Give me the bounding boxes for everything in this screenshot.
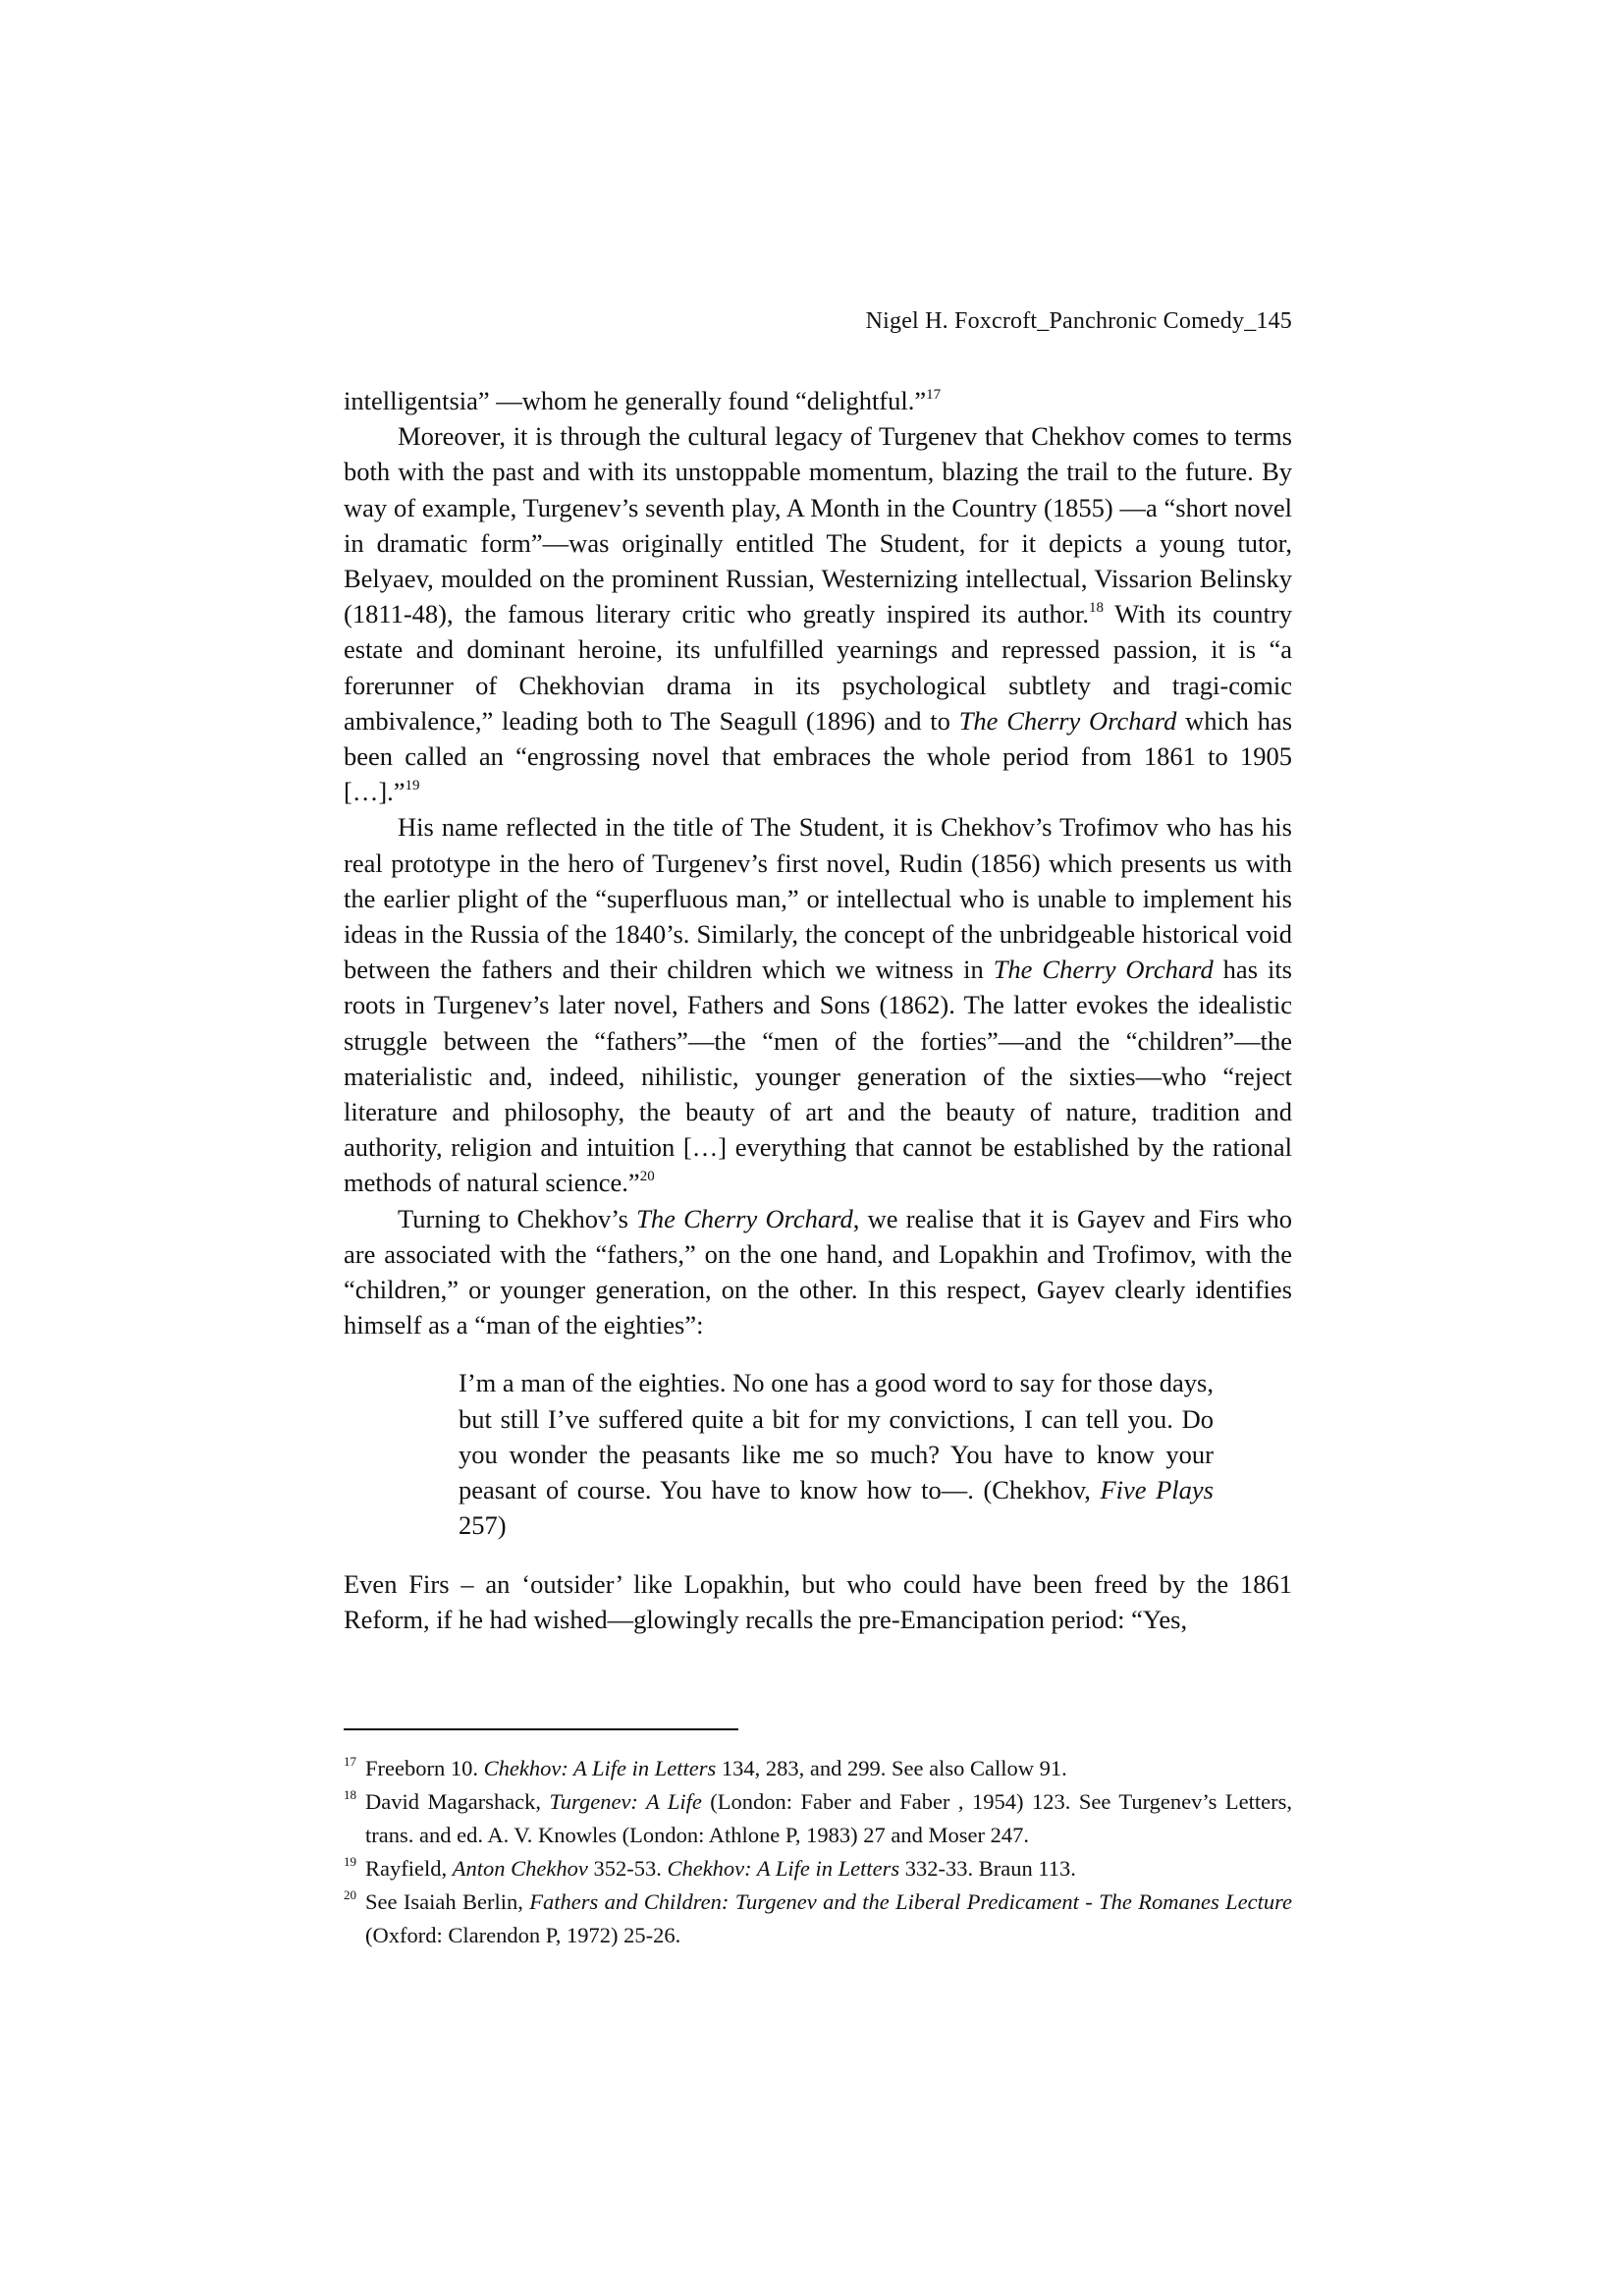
- footnote-ref-20[interactable]: 20: [639, 1169, 655, 1185]
- italic-title: The Cherry Orchard: [993, 955, 1214, 985]
- running-header: Nigel H. Foxcroft_Panchronic Comedy_145: [865, 308, 1292, 334]
- text-run: Moreover, it is through the cultural legacy of Turgenev that Chekhov comes to terms both with the past and with its unstoppable momentum, blazing the trail to the future. By way of example, Turgenev’s seventh play, A Month in the Country (1855) —a “short novel in dramatic form”—was originally entitled The Student, for it depicts a young tutor, Belyaev, moulded on the prominent Russian, Westernizing intellectual, Vissarion Belinsky (1811-48), the famous literary critic who greatly inspired its author.: [344, 421, 1292, 629]
- text-run: 257): [459, 1510, 507, 1541]
- italic-title: Five Plays: [1100, 1475, 1214, 1505]
- text-run: (London: Faber and Faber , 1954) 123. See Turgenev’s Letters, trans. and ed. A. V. Knowles (London: Athlone P, 1983) 27 and Moser 247.: [365, 1789, 1292, 1847]
- italic-title: Chekhov: A Life in Letters: [667, 1856, 900, 1881]
- text-run: David Magarshack,: [365, 1789, 550, 1814]
- paragraph-1: [344, 383, 1292, 418]
- paragraph-2: [344, 418, 1292, 809]
- italic-title: The Cherry Orchard: [958, 705, 1177, 736]
- footnote-number: 19: [344, 1854, 356, 1869]
- text-run: With its country estate and dominant heroine, its unfulfilled yearnings and repressed passion, it is “a forerunner of Chekhovian drama in its psychological subtlety and tragi-comic ambivalence,” leading both to The Seagull (1896) and to: [344, 599, 1292, 736]
- main-text: [344, 383, 1292, 1637]
- text-run: Rayfield,: [365, 1856, 453, 1881]
- text-run: which has been called an “engrossing novel that embraces the whole period from 1861 to 1905 […].”: [344, 705, 1293, 807]
- italic-title: Anton Chekhov: [452, 1856, 588, 1881]
- footnote-18: [344, 1785, 1292, 1852]
- text-run: intelligentsia” —whom he generally found “delightful.”: [344, 386, 927, 415]
- footnote-20: [344, 1886, 1292, 1952]
- text-run: Turning to Chekhov’s: [398, 1203, 637, 1233]
- block-quote: [459, 1365, 1214, 1543]
- text-run: (Oxford: Clarendon P, 1972) 25-26.: [365, 1923, 681, 1947]
- footnotes: [344, 1752, 1292, 1952]
- text-run: 352-53.: [587, 1856, 668, 1881]
- footnote-separator: [344, 1728, 738, 1730]
- text-run: 134, 283, and 299. See also Callow 91.: [716, 1756, 1067, 1780]
- italic-title: The Cherry Orchard: [636, 1203, 853, 1233]
- paragraph-4: [344, 1201, 1292, 1343]
- text-run: See Isaiah Berlin,: [365, 1889, 530, 1914]
- text-run: , we realise that it is Gayev and Firs who are associated with the “fathers,” on the one hand, and Lopakhin and Trofimov, with the “children,” or younger generation, on the other. In this respect, Gayev clearly identifies himself as a “man of the eighties”:: [344, 1203, 1292, 1340]
- footnote-ref-18[interactable]: 18: [1089, 600, 1105, 617]
- italic-title: Chekhov: A Life in Letters: [483, 1756, 717, 1780]
- footnote-number: 17: [344, 1754, 356, 1769]
- paragraph-5: Even Firs – an ‘outsider’ like Lopakhin, but who could have been freed by the 1861 Reform, if he had wished—glowingly recalls the pre-Emancipation period: “Yes,: [344, 1568, 1292, 1634]
- footnote-ref-17[interactable]: 17: [926, 387, 942, 403]
- footnote-number: 20: [344, 1887, 356, 1902]
- paragraph-3: [344, 809, 1292, 1200]
- text-run: has its roots in Turgenev’s later novel, Fathers and Sons (1862). The latter evokes the idealistic struggle between the “fathers”—the “men of the forties”—and the “children”—the materialistic and, indeed, nihilistic, younger generation of the sixties—who “reject literature and philosophy, the beauty of art and the beauty of nature, tradition and authority, religion and intuition […] everything that cannot be established by the rational methods of natural science.”: [344, 955, 1292, 1198]
- text-run: 332-33. Braun 113.: [899, 1856, 1076, 1881]
- footnote-19: [344, 1852, 1292, 1886]
- text-run: I’m a man of the eighties. No one has a good word to say for those days, but still I’ve suffered quite a bit for my convictions, I can tell you. Do you wonder the peasants like me so much? You have to know your peasant of course. You have to know how to—. (Chekhov,: [459, 1368, 1214, 1505]
- italic-title: Turgenev: A Life: [549, 1789, 702, 1814]
- italic-title: Fathers and Children: Turgenev and the Liberal Predicament - The Romanes Lecture: [529, 1889, 1292, 1914]
- footnote-ref-19[interactable]: 19: [405, 778, 420, 794]
- text-run: His name reflected in the title of The Student, it is Chekhov’s Trofimov who has his real prototype in the hero of Turgenev’s first novel, Rudin (1856) which presents us with the earlier plight of the “superfluous man,” or intellectual who is unable to implement his ideas in the Russia of the 1840’s. Similarly, the concept of the unbridgeable historical void between the fathers and their children which we witness in: [344, 812, 1292, 985]
- footnote-number: 18: [344, 1787, 356, 1802]
- text-run: Freeborn 10.: [365, 1756, 484, 1780]
- footnote-17: [344, 1752, 1292, 1785]
